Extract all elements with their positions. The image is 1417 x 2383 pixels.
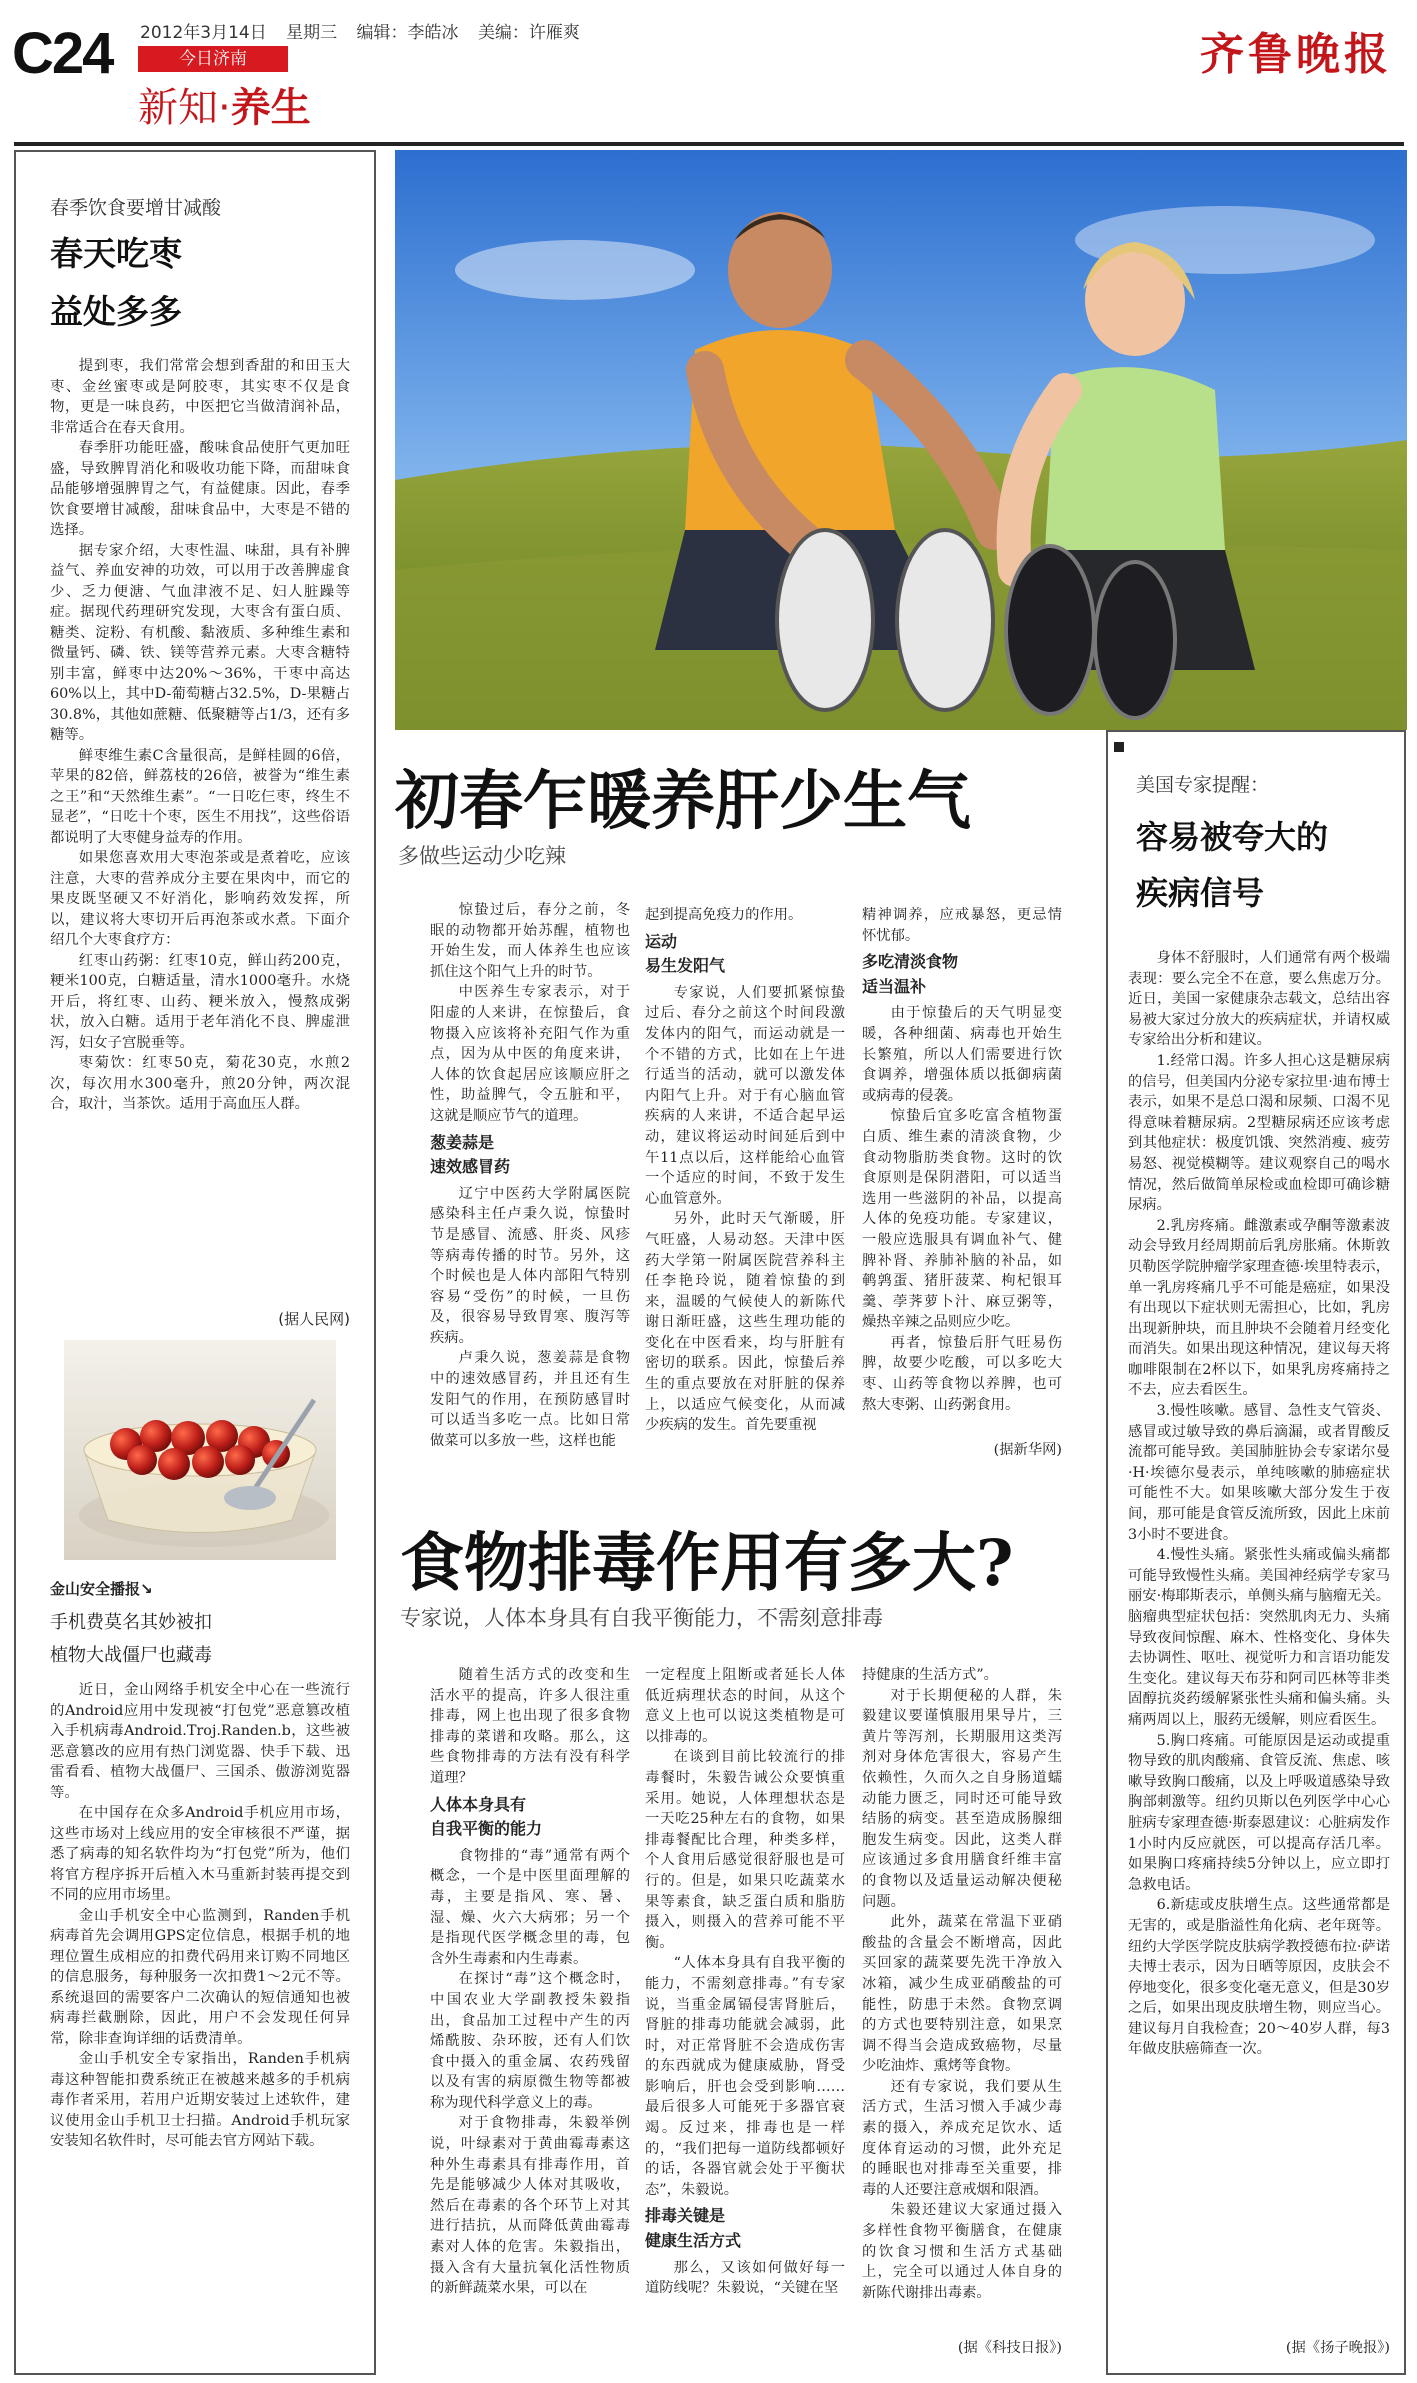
paragraph: 食物排的“毒”通常有两个概念，一个是中医里面理解的毒，主要是指风、寒、暑、湿、燥、火六大病邪；另一个是指现代医学概念里的毒，包含外生毒素和内生毒素。 — [430, 1847, 630, 1967]
paragraph: 2.乳房疼痛。雌激素或孕酮等激素波动会导致月经周期前后乳房胀痛。休斯敦贝勒医学院肿瘤学家理查德·埃里特表示，单一乳房疼痛几乎不可能是癌症，如果没有出现以下症状则无需担心，比如，乳房出现新肿块，而且肿块不会随着月经变化而消失。如果出现这种情况，建议每天将咖啡限制在2杯以下，如果乳房疼痛持之不去，应去看医生。 — [1128, 1217, 1390, 1399]
paragraph: 近日，金山网络手机安全中心在一些流行的Android应用中发现被“打包党”恶意篡改植入手机病毒Android.Troj.Randen.b，这些被恶意篡改的应用有热门浏览器、快手下载、迅雷看看、植物大战僵尸、三国杀、傲游浏览器等。 — [50, 1682, 350, 1801]
paragraph: 对于长期便秘的人群，朱毅建议要谨慎服用果导片，三黄片等泻剂，长期服用这类泻剂对身体危害很大，容易产生依赖性，久而久之自身肠道蠕动能力匮乏，同时还可能导致结肠的病变。甚至造成肠腺细胞发生病变。因此，这类人群应该通过多食用膳食纤维丰富的食物以及适量运动解决便秘问题。 — [862, 1687, 1062, 1910]
header-rule — [14, 142, 1404, 146]
paragraph: 5.胸口疼痛。可能原因是运动或提重物导致的肌肉酸痛、食管反流、焦虑、咳嗽导致胸口酸痛，以及上呼吸道感染导致胸部刺激等。纽约贝斯以色列医学中心心脏病专家理查德·斯泰恩建议：心脏病发作1小时内反应就医，可以提高存活几率。如果胸口疼痛持续5分钟以上，应立即打急救电话。 — [1128, 1732, 1390, 1893]
subheading: 健康生活方式 — [645, 2231, 742, 2251]
paragraph: 中医养生专家表示，对于阳虚的人来讲，在惊蛰后，食物摄入应该将补充阳气作为重点，因为从中医的角度来讲，人体的饮食起居应该顺应肝之性，助益脾气，令五脏和平，这就是顺应节气的道理。 — [430, 984, 630, 1124]
paragraph: 持健康的生活方式”。 — [862, 1667, 998, 1683]
issue-date: 2012年3月14日 — [140, 23, 267, 43]
paragraph: 一定程度上阻断或者延长人体低近病理状态的时间，从这个意义上也可以说这类植物是可以排毒的。 — [645, 1667, 845, 1745]
paragraph: 起到提高免疫力的作用。 — [645, 907, 803, 923]
paragraph: 提到枣，我们常常会想到香甜的和田玉大枣、金丝蜜枣或是阿胶枣，其实枣不仅是食物，更是一味良药，中医把它当做清润补品，非常适合在春天食用。 — [50, 358, 350, 436]
subheading: 多吃清淡食物 — [862, 952, 959, 972]
paragraph: 1.经常口渴。许多人担心这是糖尿病的信号，但美国内分泌专家拉里·迪布博士表示，如果不是总口渴和尿频、口渴不见得意味着糖尿病。2型糖尿病还应该考虑到其他症状：极度饥饿、突然消瘦、疲劳易怒、视觉模糊等。建议观察自己的喝水情况，然后做简单尿检或血检即可确诊糖尿病。 — [1128, 1052, 1390, 1214]
subheading: 人体本身具有 — [430, 1794, 527, 1814]
paragraph: 金山手机安全专家指出，Randen手机病毒这种智能扣费系统正在被越来越多的手机病毒作者采用，若用户近期安装过上述软件，建议使用金山手机卫士扫描。Android手机玩家安装知名软件时，尽可能去官方网站下载。 — [50, 2051, 350, 2149]
article1-column-1 — [430, 900, 630, 1451]
paragraph: 对于食物排毒，朱毅举例说，叶绿素对于黄曲霉毒素这种外生毒素具有排毒作用，首先是能够减少人体对其吸收，然后在毒素的各个环节上对其进行拮抗，从而降低黄曲霉毒素对人体的危害。朱毅指出，摄入含有大量抗氧化活性物质的新鲜蔬菜水果，可以在 — [430, 2115, 630, 2297]
brief-headline-2: 植物大战僵尸也藏毒 — [50, 1645, 212, 1666]
section-title-dot: · — [218, 85, 231, 131]
paragraph: 那么，又该如何做好每一道防线呢？朱毅说，“关键在坚 — [645, 2259, 845, 2297]
paragraph: 辽宁中医药大学附属医院感染科主任卢秉久说，惊蛰时节是感冒、流感、肝炎、风疹等病毒传播的时节。另外，这个时候也是人体内部阳气特别容易“受伤”的时候，一旦伤及，很容易导致胃寒、腹泻等疾病。 — [430, 1185, 630, 1346]
article1-deck: 多做些运动少吃辣 — [398, 844, 566, 868]
article1-headline: 初春乍暖养肝少生气 — [395, 764, 971, 839]
jujube-dessert-photo — [64, 1340, 336, 1560]
article1-source: (据新华网) — [993, 1442, 1062, 1458]
subheading: 适当温补 — [862, 976, 927, 996]
subheading: 葱姜蒜是 — [430, 1132, 495, 1152]
right-headline-2: 疾病信号 — [1136, 874, 1265, 912]
right-article-body — [1128, 948, 1390, 2060]
paragraph: 据专家介绍，大枣性温、味甜，具有补脾益气、养血安神的功效，可以用于改善脾虚食少、乏力便溏、气血津液不足、妇人脏躁等症。据现代药理研究发现，大枣含有蛋白质、糖类、淀粉、有机酸、黏液质、多种维生素和微量钙、磷、铁、镁等营养元素。大枣含糖特别丰富，鲜枣中达20%～36%，干枣中高达60%以上，其中D-葡萄糖占32.5%，D-果糖占30.8%，其他如蔗糖、低聚糖等占1/3，还有多糖等。 — [50, 542, 350, 743]
article1-column-3 — [862, 905, 1062, 1415]
brief-body — [50, 1680, 350, 2152]
left-source: (据人民网) — [278, 1310, 350, 1328]
kicker-marker — [1114, 742, 1124, 752]
paragraph: 在探讨“毒”这个概念时，中国农业大学副教授朱毅指出，食品加工过程中产生的丙烯酰胺、杂环胺，还有人们饮食中摄入的重金属、农药残留以及有害的病原微生物等都被称为现代科学意义上的毒。 — [430, 1971, 630, 2111]
paragraph: 此外，蔬菜在常温下亚硝酸盐的含量会不断增高，因此买回家的蔬菜要先洗干净放入冰箱，减少生成亚硝酸盐的可能性，防患于未然。食物烹调的方式也要特别注意，如果烹调不得当会造成致癌物，尽量少吃油炸、熏烤等食物。 — [862, 1914, 1062, 2075]
paragraph: 春季肝功能旺盛，酸味食品使肝气更加旺盛，导致脾胃消化和吸收功能下降，而甜味食品能够增强脾胃之气，有益健康。因此，春季饮食要增甘减酸，甜味食品中，大枣是不错的选择。 — [50, 440, 350, 538]
subheading: 易生发阳气 — [645, 956, 726, 976]
subheading: 运动 — [645, 931, 678, 951]
paragraph: 再者，惊蛰后肝气旺易伤脾，故要少吃酸，可以多吃大枣、山药等食物以养脾，也可熬大枣粥、山药粥食用。 — [862, 1334, 1062, 1413]
section-badge: 今日济南 — [138, 46, 288, 72]
paragraph: 身体不舒服时，人们通常有两个极端表现：要么完全不在意，要么焦虑万分。近日，美国一家健康杂志载文，总结出容易被大家过分放大的疾病症状，并请权威专家给出分析和建议。 — [1128, 950, 1390, 1049]
brief-tag: 金山安全播报↘ — [50, 1580, 153, 1598]
article1-column-2 — [645, 905, 845, 1436]
left-article-body — [50, 356, 350, 1115]
paragraph: 在谈到目前比较流行的排毒餐时，朱毅告诫公众要慎重采用。她说，人体理想状态是一天吃25种左右的食物，如果排毒餐配比合理，种类多样，个人食用后感觉很舒服也是可行的。但是，如果只吃蔬菜水果等素食，缺乏蛋白质和脂肪摄入，则摄入的营养可能不平衡。 — [645, 1749, 845, 1951]
subheading: 自我平衡的能力 — [430, 1819, 543, 1839]
right-kicker: 美国专家提醒： — [1136, 774, 1270, 796]
paragraph: 如果您喜欢用大枣泡茶或是煮着吃，应该注意，大枣的营养成分主要在果肉中，而它的果皮既坚硬又不好消化，影响药效发挥，所以，建议将大枣切开后再泡茶或水煮。下面介绍几个大枣食疗方： — [50, 850, 350, 948]
paragraph: 在中国存在众多Android手机应用市场，这些市场对上线应用的安全审核很不严谨，据悉了病毒的知名软件均为“打包党”所为，他们将官方程序拆开后植入木马重新封装再提交到不同的应用市场里。 — [50, 1805, 350, 1903]
subheading: 排毒关键是 — [645, 2206, 726, 2226]
header-meta — [140, 18, 594, 43]
designer-credit: 美编：许雁爽 — [477, 23, 580, 43]
paragraph: 专家说，人们要抓紧惊蛰过后、春分之前这个时间段激发体内的阳气，而运动就是一个不错的方式，比如在上午进行适当的活动，就可以激发体内阳气上升。对于有心脑血管疾病的人来讲，不适合起早运动，建议将运动时间延后到中午11点以后，这样能给心血管一个适应的时间，不致于发生心血管意外。 — [645, 984, 845, 1207]
section-title — [138, 76, 311, 133]
paragraph: 4.慢性头痛。紧张性头痛或偏头痛都可能导致慢性头痛。美国神经病学专家马丽安·梅耶斯表示，单侧头痛与脑瘤无关。脑瘤典型症状包括：突然肌肉无力、头痛导致夜间惊醒、麻木、性格变化、身体失去协调性、呕吐、视觉听力和言语功能发生变化。建议每天布芬和阿司匹林等非类固醇抗炎药缓解紧张性头痛和偏头痛。头痛两周以上，服药无缓解，则应看医生。 — [1128, 1547, 1390, 1728]
paragraph: 另外，此时天气渐暖，肝气旺盛，人易动怒。天津中医药大学第一附属医院营养科主任李艳玲说，随着惊蛰的到来，温暖的气候使人的新陈代谢日渐旺盛，这些生理功能的变化在中医看来，均与肝脏有密切的联系。因此，惊蛰后养生的重点要放在对肝脏的保养上，以适应气候变化，从而减少疾病的发生。首先要重视 — [645, 1211, 845, 1434]
newspaper-logo: 齐鲁晚报 — [1200, 29, 1392, 80]
paragraph: 惊蛰过后，春分之前，冬眠的动物都开始苏醒，植物也开始生发，而人体养生也应该抓住这个阳气上升的时节。 — [430, 902, 630, 980]
paragraph: 惊蛰后宜多吃富含植物蛋白质、维生素的清淡食物，少食动物脂肪类食物。这时的饮食原则是保阴潜阳，可以适当选用一些滋阴的补品，以提高人体的免疫功能。专家建议，一般应选服具有调血补气、健脾补肾、养肺补脑的补品，如鹌鹑蛋、猪肝菠菜、枸杞银耳羹、荸荠萝卜汁、麻豆粥等，燥热辛辣之品则应少吃。 — [862, 1108, 1062, 1331]
left-kicker: 春季饮食要增甘减酸 — [50, 197, 222, 219]
paragraph: 还有专家说，我们要从生活方式，生活习惯入手减少毒素的摄入，养成充足饮水、适度体育运动的习惯，此外充足的睡眠也对排毒至关重要，排毒的人还要注意戒烟和限酒。 — [862, 2078, 1062, 2198]
subheading: 速效感冒药 — [430, 1157, 511, 1177]
paragraph: 6.新痣或皮肤增生点。这些通常都是无害的，或是脂溢性角化病、老年斑等。纽约大学医学院皮肤病学教授德布拉·萨诺夫博士表示，因为日晒等原因，皮肤会不停地变化，很多变化毫无意义，但是30岁之后，如果出现皮肤增生物，则应当心。建议每月自我检查；20～40岁人群，每3年做皮肤癌筛查一次。 — [1128, 1897, 1390, 2058]
paragraph: 卢秉久说，葱姜蒜是食物中的速效感冒药，并且还有生发阳气的作用，在预防感冒时可以适当多吃一点。比如日常做菜可以多放一些，这样也能 — [430, 1350, 630, 1449]
paragraph: 精神调养，应戒暴怒，更忌情怀忧郁。 — [862, 907, 1062, 944]
article2-deck: 专家说，人体本身具有自我平衡能力，不需刻意排毒 — [400, 1606, 883, 1630]
paragraph: 随着生活方式的改变和生活水平的提高，许多人很注重排毒，网上也出现了很多食物排毒的菜谱和攻略。那么，这些食物排毒的方法有没有科学道理？ — [430, 1667, 630, 1786]
article2-source: (据《科技日报》) — [957, 2340, 1062, 2356]
issue-weekday: 星期三 — [286, 23, 338, 43]
paragraph: 红枣山药粥：红枣10克，鲜山药200克，粳米100克，白糖适量，清水1000毫升。水烧开后，将红枣、山药、粳米放入，慢熬成粥状，放入白糖。适用于老年消化不良、脾虚泄泻，妇女子宫脱垂等。 — [50, 952, 350, 1051]
article2-headline: 食物排毒作用有多大? — [400, 1526, 1014, 1601]
section-title-b: 养生 — [230, 85, 311, 131]
right-source: (据《扬子晚报》) — [1285, 2340, 1390, 2356]
article2-column-2 — [645, 1665, 845, 2299]
article2-column-3 — [862, 1665, 1062, 2303]
article2-column-1 — [430, 1665, 630, 2299]
couple-stretching-photo — [395, 150, 1407, 730]
right-headline-1: 容易被夸大的 — [1136, 818, 1329, 856]
paragraph: “人体本身具有自我平衡的能力，不需刻意排毒。”有专家说，当重金属镉侵害肾脏后，肾脏的排毒功能就会减弱，此时，对正常肾脏不会造成伤害的东西就成为健康威胁，肾受影响后，肝也会受到影响……最后很多人可能死于多器官衰竭。反过来，排毒也是一样的，“我们把每一道防线都顿好的话，各器官就会处于平衡状态”，朱毅说。 — [645, 1955, 845, 2198]
paragraph: 枣菊饮：红枣50克，菊花30克，水煎2次，每次用水300毫升，煎20分钟，两次混合，取汁，当茶饮。适用于高血压人群。 — [50, 1055, 350, 1112]
page-number: C24 — [12, 21, 113, 86]
left-headline-2: 益处多多 — [50, 292, 182, 331]
editor-credit: 编辑：李皓冰 — [356, 23, 459, 43]
paragraph: 朱毅还建议大家通过摄入多样性食物平衡膳食，在健康的饮食习惯和生活方式基础上，完全可以通过人体自身的新陈代谢排出毒素。 — [862, 2202, 1062, 2301]
paragraph: 鲜枣维生素C含量很高，是鲜桂圆的6倍，苹果的82倍，鲜荔枝的26倍，被誉为“维生素之王”和“天然维生素”。“一日吃仨枣，终生不显老”，“日吃十个枣，医生不用找”，这些俗语都说明了大枣健身益寿的作用。 — [50, 747, 350, 846]
paragraph: 金山手机安全中心监测到，Randen手机病毒首先会调用GPS定位信息，根据手机的地理位置生成相应的扣费代码用来订购不同地区的信息服务，每种服务一次扣费1～2元不等。系统退回的需要客户二次确认的短信通知也被病毒拦截删除，因此，用户不会发现任何异常，除非查询详细的话费清单。 — [50, 1907, 350, 2047]
brief-headline-1: 手机费莫名其妙被扣 — [50, 1612, 212, 1633]
paragraph: 3.慢性咳嗽。感冒、急性支气管炎、感冒或过敏导致的鼻后滴漏，或者胃酸反流都可能导致。美国肺脏协会专家诺尔曼·H·埃德尔曼表示，单纯咳嗽的肺癌症状可能性不大。如果咳嗽大部分发生于夜间，那可能是食管反流所致，因此上床前3小时不要进食。 — [1128, 1403, 1390, 1543]
paragraph: 由于惊蛰后的天气明显变暖，各种细菌、病毒也开始生长繁殖，所以人们需要进行饮食调养，增强体质以抵御病菌或病毒的侵袭。 — [862, 1005, 1062, 1104]
section-title-a: 新知 — [138, 85, 218, 131]
left-headline-1: 春天吃枣 — [50, 234, 182, 273]
